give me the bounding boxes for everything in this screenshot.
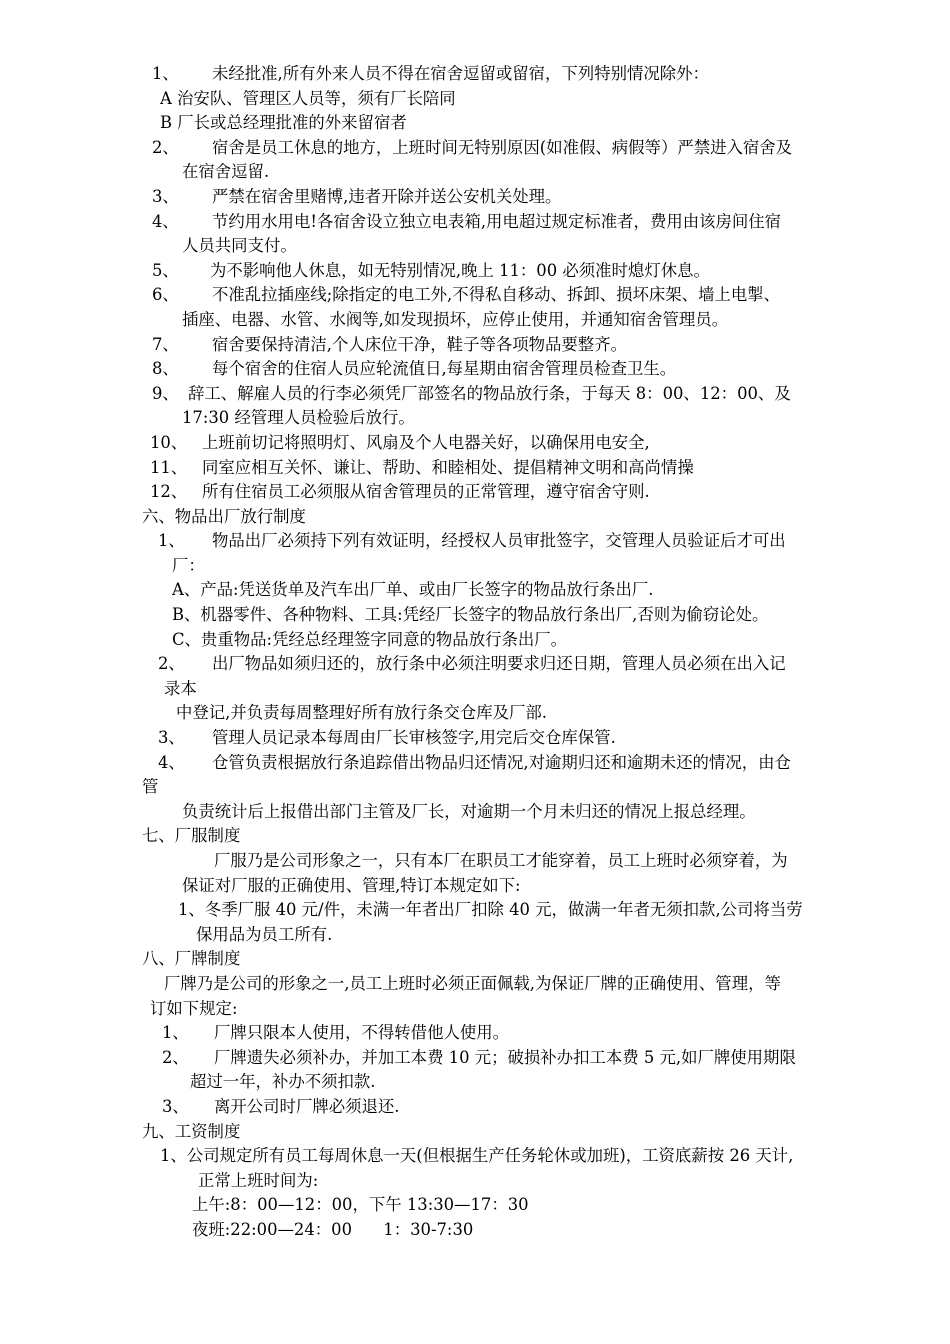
rule-line	[0, 1193, 950, 1218]
rule-line	[0, 1169, 950, 1194]
line-text: 上班前切记将照明灯、风扇及个人电器关好，以确保用电安全,	[202, 432, 650, 452]
rule-line	[0, 259, 950, 284]
item-number: 1、	[158, 531, 185, 551]
rule-line	[0, 1021, 950, 1046]
rule-line	[0, 874, 950, 899]
line-text: 插座、电器、水管、水阀等,如发现损坏，应停止使用，并通知宿舍管理员。	[182, 309, 729, 329]
item-number: 10、	[150, 432, 188, 452]
document-page	[0, 62, 950, 1243]
line-text: 为不影响他人休息，如无特别情况,晚上 11：00 必须准时熄灯休息。	[210, 260, 710, 280]
line-text: 1、冬季厂服 40 元/件，未满一年者出厂扣除 40 元，做满一年者无须扣款,公司将当劳	[178, 900, 803, 920]
line-text: 厂牌只限本人使用，不得转借他人使用。	[214, 1023, 510, 1043]
line-text: 节约用水用电!各宿舍设立独立电表箱,用电超过规定标准者，费用由该房间住宿	[212, 211, 782, 231]
item-number: 9、	[152, 383, 179, 403]
rule-line	[0, 1046, 950, 1071]
rule-line	[0, 677, 950, 702]
rule-line	[0, 1095, 950, 1120]
rule-line	[0, 997, 950, 1022]
line-text: 厂牌遗失必须补办，并加工本费 10 元；破损补办扣工本费 5 元,如厂牌使用期限	[214, 1047, 796, 1067]
item-number: 1、	[152, 64, 179, 83]
rule-line	[0, 111, 950, 136]
line-text: 宿舍是员工休息的地方，上班时间无特别原因(如准假、病假等）严禁进入宿舍及	[212, 137, 793, 157]
line-text: 每个宿舍的住宿人员应轮流值日,每星期由宿舍管理员检查卫生。	[212, 359, 677, 379]
line-text: 管	[142, 777, 159, 797]
rule-line	[0, 62, 950, 87]
rule-line	[0, 1218, 950, 1243]
section-heading	[0, 824, 950, 849]
line-text: 九、工资制度	[142, 1121, 241, 1141]
line-text: B 厂长或总经理批准的外来留宿者	[160, 113, 407, 133]
section-heading	[0, 505, 950, 530]
rule-line	[0, 431, 950, 456]
line-text: A、产品:凭送货单及汽车出厂单、或由厂长签字的物品放行条出厂.	[172, 580, 654, 600]
rule-line	[0, 603, 950, 628]
rule-line	[0, 554, 950, 579]
line-text: 夜班:22:00—24：00 1：30-7:30	[192, 1219, 474, 1239]
rule-line	[0, 751, 950, 776]
line-text: 17:30 经管理人员检验后放行。	[182, 408, 415, 428]
rule-line	[0, 160, 950, 185]
rule-line	[0, 775, 950, 800]
section-heading	[0, 1120, 950, 1145]
rule-line	[0, 382, 950, 407]
rule-line	[0, 234, 950, 259]
line-text: 八、厂牌制度	[142, 949, 241, 969]
item-number: 3、	[162, 1096, 189, 1116]
line-text: 录本	[164, 678, 197, 698]
line-text: 在宿舍逗留.	[182, 162, 270, 182]
line-text: 七、厂服制度	[142, 826, 241, 846]
item-number: 2、	[152, 137, 179, 157]
line-text: 厂：	[172, 555, 205, 575]
rule-line	[0, 652, 950, 677]
line-text: 六、物品出厂放行制度	[142, 506, 306, 526]
item-number: 8、	[152, 359, 179, 379]
rule-line	[0, 578, 950, 603]
rule-line	[0, 480, 950, 505]
item-number: 12、	[150, 482, 188, 502]
line-text: 人员共同支付。	[182, 236, 297, 256]
item-number: 2、	[162, 1047, 189, 1067]
item-number: 2、	[158, 654, 185, 674]
rule-line	[0, 357, 950, 382]
item-number: 11、	[150, 457, 188, 477]
line-text: 厂牌乃是公司的形象之一,员工上班时必须正面佩载,为保证厂牌的正确使用、管理，等	[164, 973, 781, 993]
line-text: 超过一年，补办不须扣款.	[190, 1072, 376, 1092]
rule-line	[0, 308, 950, 333]
rule-line	[0, 529, 950, 554]
line-text: C、贵重物品:凭经总经理签字同意的物品放行条出厂。	[172, 629, 568, 649]
line-text: B、机器零件、各种物料、工具:凭经厂长签字的物品放行条出厂,否则为偷窃论处。	[172, 605, 769, 625]
rule-line	[0, 849, 950, 874]
rule-line	[0, 185, 950, 210]
item-number: 1、	[162, 1023, 189, 1043]
line-text: 管理人员记录本每周由厂长审核签字,用完后交仓库保管.	[212, 728, 616, 748]
line-text: 仓管负责根据放行条追踪借出物品归还情况,对逾期归还和逾期未还的情况，由仓	[212, 752, 791, 772]
line-text: 负责统计后上报借出部门主管及厂长，对逾期一个月未归还的情况上报总经理。	[182, 801, 756, 821]
item-number: 3、	[158, 728, 185, 748]
rule-line	[0, 456, 950, 481]
line-text: 1、公司规定所有员工每周休息一天(但根据生产任务轮休或加班)，工资底薪按 26 天计,	[160, 1146, 794, 1166]
line-text: 物品出厂必须持下列有效证明，经授权人员审批签字，交管理人员验证后才可出	[212, 531, 786, 551]
rule-line	[0, 923, 950, 948]
line-text: 中登记,并负责每周整理好所有放行条交仓库及厂部.	[176, 703, 548, 723]
line-text: 不准乱拉插座线;除指定的电工外,不得私自移动、拆卸、损坏床架、墙上电掣、	[212, 285, 781, 305]
line-text: 离开公司时厂牌必须退还.	[214, 1096, 400, 1116]
rule-line	[0, 898, 950, 923]
rule-line	[0, 87, 950, 112]
rule-line	[0, 1070, 950, 1095]
rule-line	[0, 1144, 950, 1169]
line-text: 厂服乃是公司形象之一，只有本厂在职员工才能穿着，员工上班时必须穿着，为	[214, 851, 788, 870]
item-number: 5、	[152, 260, 179, 280]
rule-line	[0, 726, 950, 751]
line-text: 上午:8：00—12：00，下午 13:30—17：30	[192, 1195, 529, 1215]
line-text: 订如下规定:	[150, 998, 238, 1018]
item-number: 7、	[152, 334, 179, 354]
item-number: 4、	[158, 752, 185, 772]
line-text: 未经批准,所有外来人员不得在宿舍逗留或留宿，下列特别情况除外：	[212, 64, 709, 83]
rule-line	[0, 701, 950, 726]
line-text: 严禁在宿舍里赌博,违者开除并送公安机关处理。	[212, 186, 562, 206]
rule-line	[0, 283, 950, 308]
rule-line	[0, 136, 950, 161]
rule-line	[0, 210, 950, 235]
line-text: 辞工、解雇人员的行李必须凭厂部签名的物品放行条，于每天 8：00、12：00、及	[188, 383, 791, 403]
section-heading	[0, 947, 950, 972]
line-text: A 治安队、管理区人员等，须有厂长陪同	[160, 88, 456, 108]
item-number: 4、	[152, 211, 179, 231]
rule-line	[0, 628, 950, 653]
rule-line	[0, 406, 950, 431]
line-text: 同室应相互关怀、谦让、帮助、和睦相处、提倡精神文明和高尚情操	[202, 457, 694, 477]
line-text: 出厂物品如须归还的，放行条中必须注明要求归还日期，管理人员必须在出入记	[212, 654, 786, 674]
item-number: 6、	[152, 285, 179, 305]
item-number: 3、	[152, 186, 179, 206]
line-text: 宿舍要保持清洁,个人床位干净，鞋子等各项物品要整齐。	[212, 334, 627, 354]
rule-line	[0, 333, 950, 358]
rule-line	[0, 972, 950, 997]
rule-line	[0, 800, 950, 825]
line-text: 保用品为员工所有.	[196, 924, 333, 944]
line-text: 所有住宿员工必须服从宿舍管理员的正常管理，遵守宿舍守则.	[202, 482, 650, 502]
line-text: 保证对厂服的正确使用、管理,特订本规定如下:	[182, 875, 521, 895]
line-text: 正常上班时间为:	[198, 1170, 319, 1190]
